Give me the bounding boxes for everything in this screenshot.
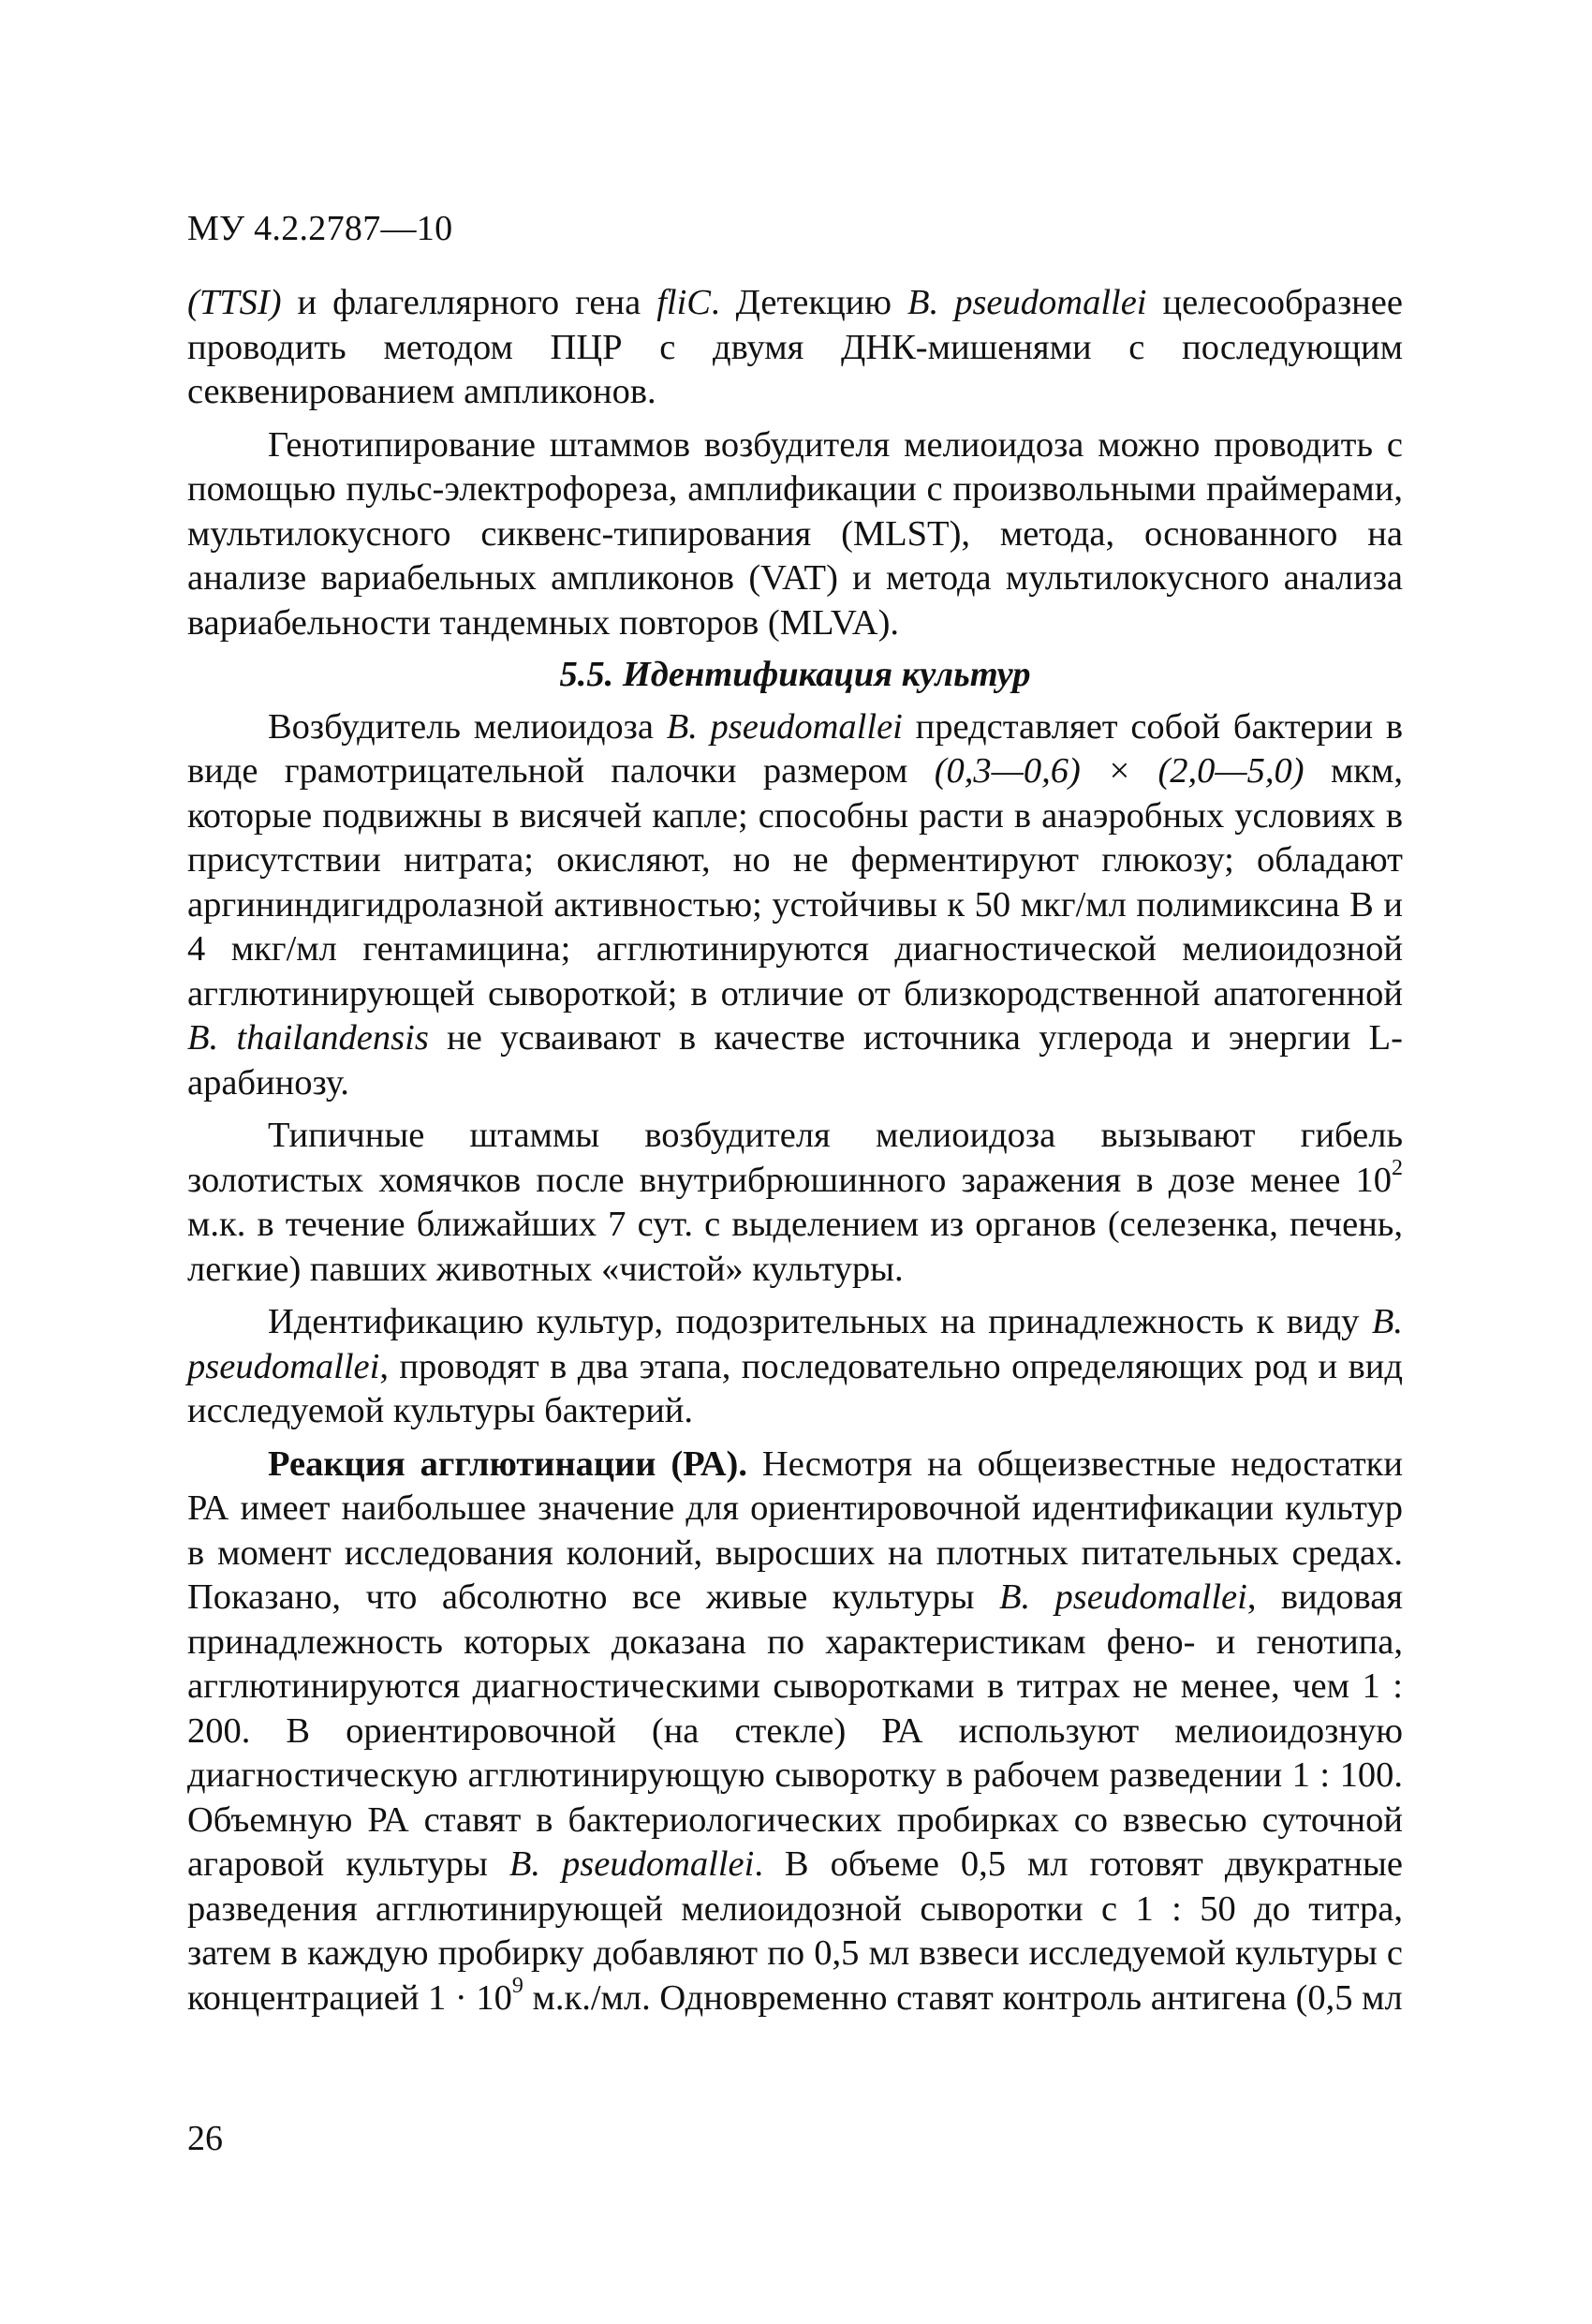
text-span: представляет собой бактерии в виде грамотрицательной палочки размером (187, 706, 1404, 791)
text-span: и флагеллярного гена (281, 283, 657, 322)
paragraph-5 (187, 1300, 1403, 1434)
exponent: 9 (511, 1973, 523, 1998)
size-range: (0,3—0,6) × (2,0—5,0) (934, 751, 1305, 791)
text-span: целесообразнее проводить методом ПЦР с двумя ДНК-мишенями с последующим секвенированием ампликонов. (187, 283, 1403, 411)
page-content (187, 281, 1403, 2021)
paragraph-3 (187, 705, 1403, 1106)
paragraph-4 (187, 1114, 1403, 1292)
text-span: мкм, которые подвижны в висячей капле; способны расти в анаэробных условиях в присутствии нитрата; окисляют, но не ферментируют глюкозу; обладают аргининдигидролазной активностью; устойчивы к 50 мкг/мл полимиксина В и 4 мкг/мл гентамицина; агглютинируются диагностической мелиоидозной агглютинирующей сывороткой; в отличие от близкородственной апатогенной (187, 751, 1404, 1014)
text-span: м.к. в течение ближайших 7 сут. с выделением из органов (селезенка, печень, легкие) павших животных «чистой» культуры. (187, 1205, 1403, 1289)
run-in-heading: Реакция агглютинации (РА). (268, 1443, 748, 1484)
exponent: 2 (1392, 1155, 1403, 1180)
text-span: , проводят в два этапа, последовательно определяющих род и вид исследуемой культуры бактерий. (187, 1346, 1403, 1430)
document-code-header: МУ 4.2.2787—10 (187, 209, 453, 248)
text-span: Идентификацию культур, подозрительных на принадлежность к виду (268, 1302, 1372, 1341)
gene-flic: fliC (656, 283, 711, 322)
species-name: B. pseudomallei (907, 283, 1147, 322)
text-span: , видовая принадлежность которых доказана по характеристикам фено- и генотипа, агглютинируются диагностическими сыворотками в титрах не менее, чем 1 : 200. В ориентировочной (на стекле) РА используют мелиоидозную диагностическую агглютинирующую сыворотку в рабочем разведении 1 : 100. Объемную РА ставят в бактериологических пробирках со взвесью суточной агаровой культуры (187, 1577, 1403, 1884)
paragraph-6 (187, 1443, 1403, 2021)
species-name: B. pseudomallei (666, 706, 903, 747)
page-number: 26 (187, 2119, 223, 2158)
text-span: не усваивают в качестве источника углерода и энергии L-арабинозу. (187, 1018, 1403, 1103)
paragraph-1 (187, 281, 1403, 415)
text-span: Типичные штаммы возбудителя мелиоидоза вызывают гибель золотистых хомячков после внутрибрюшинного заражения в дозе менее 10 (187, 1116, 1403, 1200)
section-title: 5.5. Идентификация культур (559, 655, 1031, 694)
text-span: Несмотря на общеизвестные недостатки РА имеет наибольшее значение для ориентировочной идентификации культур в момент исследования колоний, выросших на плотных питательных средах. Показано, что абсолютно все живые культуры (187, 1443, 1403, 1617)
gene-ttsi: (TTSI) (187, 283, 282, 322)
text-span: . В объеме 0,5 мл готовят двукратные разведения агглютинирующей мелиоидозной сыворотки с 1 : 50 до титра, затем в каждую пробирку добавляют по 0,5 мл взвеси исследуемой культуры с концентрацией 1 · 10 (187, 1844, 1403, 2018)
text-span: м.к./мл. Одновременно ставят контроль антигена (0,5 мл (523, 1977, 1403, 2018)
text-span: . Детекцию (711, 283, 908, 322)
text-span: Возбудитель мелиоидоза (268, 706, 667, 747)
species-name: B. pseudomallei (187, 1302, 1403, 1386)
species-name: B. pseudomallei (998, 1577, 1247, 1617)
paragraph-2: Генотипирование штаммов возбудителя мелиоидоза можно проводить с помощью пульс-электрофореза, амплификации с произвольными праймерами, мультилокусного сиквенс-типирования (MLST), метода, основанного на анализе вариабельных ампликонов (VAT) и метода мультилокусного анализа вариабельности тандемных повторов (MLVA). (187, 424, 1403, 643)
species-name: B. pseudomallei (509, 1844, 755, 1884)
species-name: B. thailandensis (187, 1018, 429, 1058)
